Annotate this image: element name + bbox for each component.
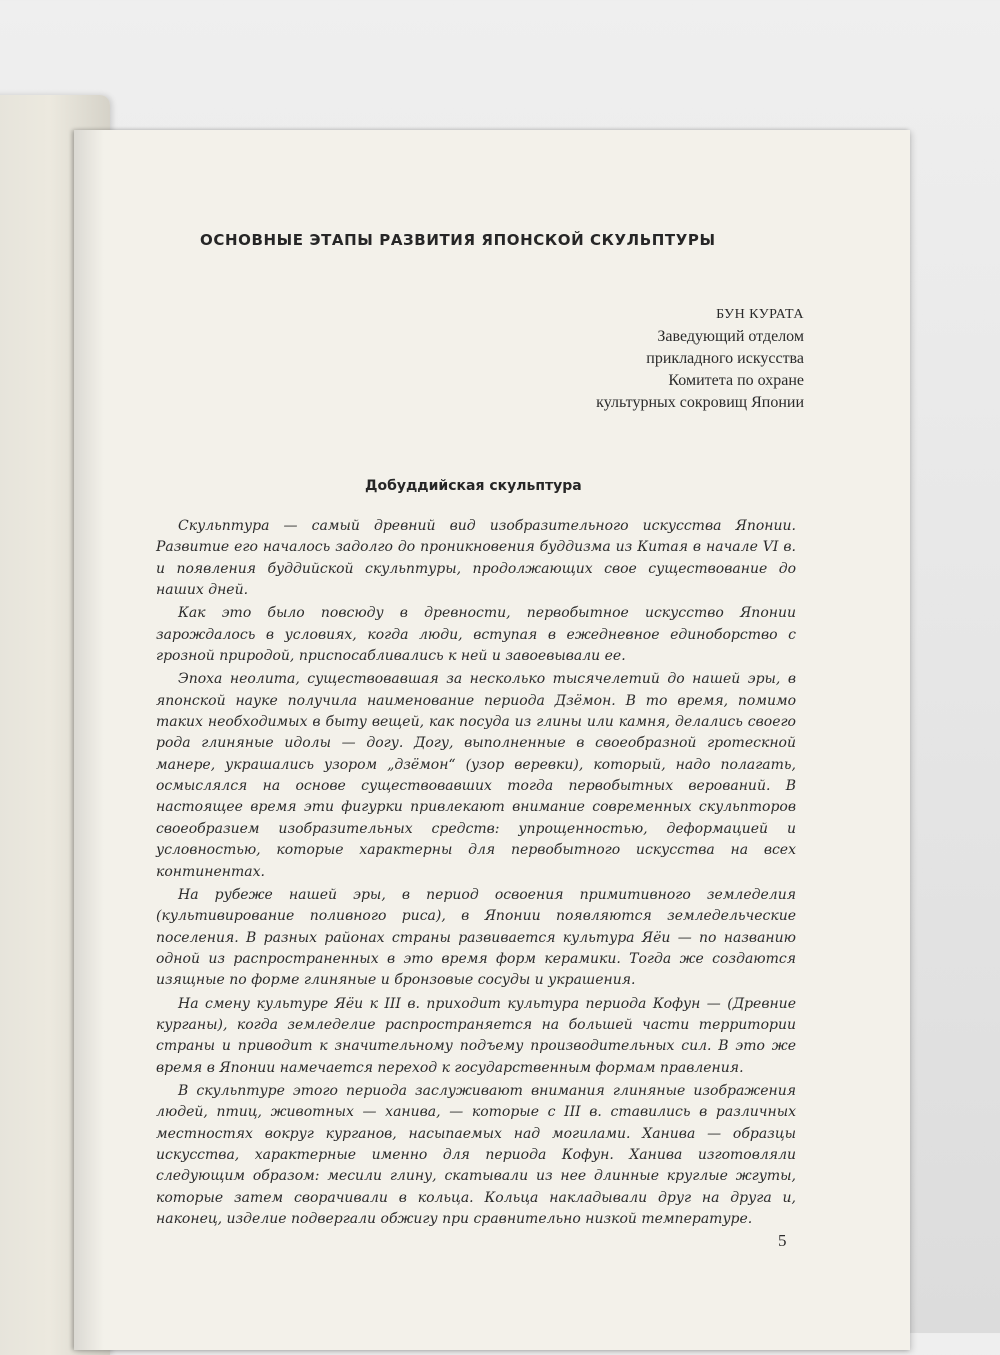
paragraph: Эпоха неолита, существовавшая за несколько тысячелетий до нашей эры, в японской науке получила наименование периода Дзёмон. В то время, помимо таких необходимых в быту вещей, как посуда из глины или камня, делались своего рода глиняные идолы — догу. Догу, выполненные в своеобразной гротескной манере, украшались узором „дзёмон“ (узор веревки), который, надо полагать, осмыслялся на основе существовавших тогда первобытных верований. В настоящее время эти фигурки привлекают внимание современных скульпторов своеобразием изобразительных средств: упрощенностью, деформацией и условностью, которые характерны для первобытного искусства на всех континентах.: [156, 671, 796, 880]
author-position-line: прикладного искусства: [646, 350, 804, 367]
paragraph: На рубеже нашей эры, в период освоения примитивного земледелия (культивирование поливного риса), в Японии появляются земледельческие поселения. В разных районах страны развивается культура Яёи — по названию одной из распространенных в это время форм керамики. Тогда же создаются изящные по форме глиняные и бронзовые сосуды и украшения.: [156, 886, 796, 989]
body-text: [156, 516, 796, 1230]
author-position-line: Комитета по охране: [668, 372, 804, 389]
author-position-line: культурных сокровищ Японии: [596, 394, 804, 411]
author-position-line: Заведующий отделом: [657, 328, 804, 345]
page-number: 5: [778, 1231, 787, 1250]
section-heading: Добуддийская скульптура: [365, 478, 582, 494]
author-name: БУН КУРАТА: [716, 307, 804, 322]
book-page: [74, 130, 910, 1350]
paragraph: На смену культуре Яёи к III в. приходит культура периода Кофун — (Древние курганы), когда земледелие распространяется на большей части территории страны и приводит к значительному подъему производительных сил. В это же время в Японии намечается переход к государственным формам правления.: [156, 995, 796, 1076]
paragraph: В скульптуре этого периода заслуживают внимания глиняные изображения людей, птиц, животных — ханива, — которые с III в. ставились в различных местностях вокруг курганов, насыпаемых над могилами. Ханива — образцы искусства, характерные именно для периода Кофун. Ханива изготовляли следующим образом: месили глину, скатывали из нее длинные круглые жгуты, которые затем сворачивали в кольца. Кольца накладывали друг на друга и, наконец, изделие подвергали обжигу при сравнительно низкой температуре.: [156, 1082, 796, 1227]
chapter-title: ОСНОВНЫЕ ЭТАПЫ РАЗВИТИЯ ЯПОНСКОЙ СКУЛЬПТУРЫ: [200, 231, 716, 249]
paragraph: Скульптура — самый древний вид изобразительного искусства Японии. Развитие его началось задолго до проникновения буддизма из Китая в начале VI в. и появления буддийской скульптуры, продолжающих свое существование до наших дней.: [156, 518, 796, 599]
paragraph: Как это было повсюду в древности, первобытное искусство Японии зарождалось в условиях, когда люди, вступая в ежедневное единоборство с грозной природой, приспосабливались к ней и завоевывали ее.: [156, 605, 796, 665]
author-block: [596, 304, 804, 414]
